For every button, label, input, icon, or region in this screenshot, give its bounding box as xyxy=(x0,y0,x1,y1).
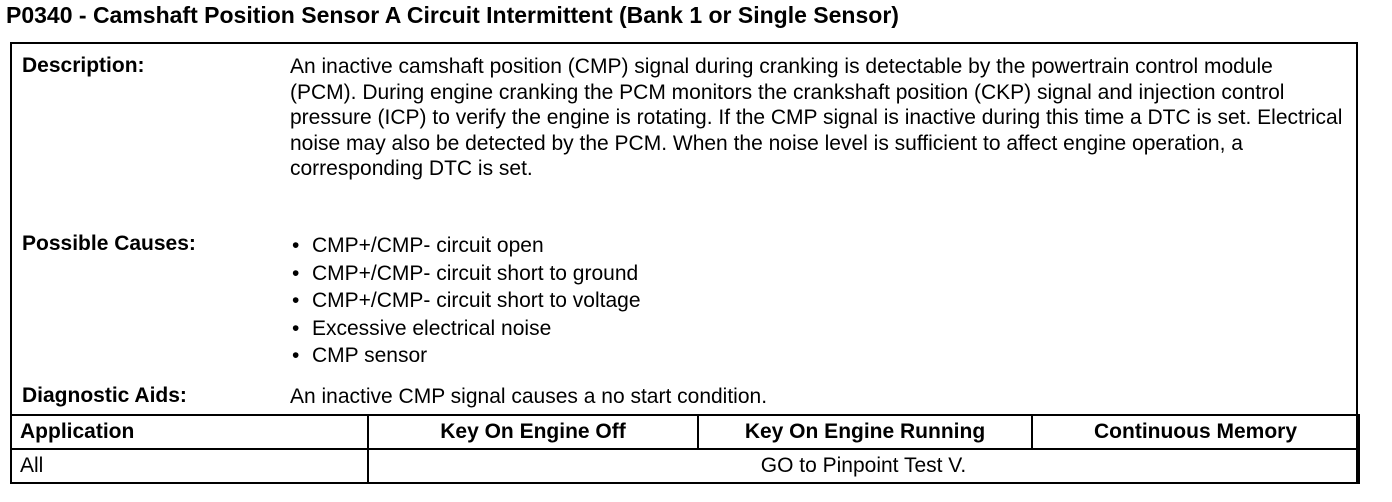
possible-causes-list xyxy=(290,232,1344,370)
cause-item: • CMP sensor xyxy=(290,342,1344,370)
page-title: P0340 - Camshaft Position Sensor A Circuit Intermittent (Bank 1 or Single Sensor) xyxy=(6,2,899,28)
test-table xyxy=(10,414,1360,484)
cause-item: • CMP+/CMP- circuit open xyxy=(290,232,1344,260)
table-row xyxy=(11,449,1359,483)
application-cell: All xyxy=(11,449,368,483)
header-key-on-engine-off: Key On Engine Off xyxy=(368,415,698,449)
table-header-row xyxy=(11,415,1359,449)
header-key-on-engine-running: Key On Engine Running xyxy=(698,415,1032,449)
header-application: Application xyxy=(11,415,368,449)
cause-item: • CMP+/CMP- circuit short to ground xyxy=(290,260,1344,288)
description-label: Description: xyxy=(22,54,145,77)
header-continuous-memory: Continuous Memory xyxy=(1032,415,1359,449)
possible-causes-label: Possible Causes: xyxy=(22,232,196,255)
diagnostic-aids-text: An inactive CMP signal causes a no start condition. xyxy=(290,385,768,408)
cause-item: • Excessive electrical noise xyxy=(290,315,1344,343)
description-text: An inactive camshaft position (CMP) signal during cranking is detectable by the powertrain control module (PCM). During engine cranking the PCM monitors the crankshaft position (CKP) signal and injection control pressure (ICP) to verify the engine is rotating. If the CMP signal is inactive during this time a DTC is set. Electrical noise may also be detected by the PCM. When the noise level is sufficient to affect engine operation, a corresponding DTC is set. xyxy=(290,55,1343,181)
cause-item: • CMP+/CMP- circuit short to voltage xyxy=(290,287,1344,315)
diagnostic-aids-label: Diagnostic Aids: xyxy=(22,384,187,407)
action-cell: GO to Pinpoint Test V. xyxy=(368,449,1359,483)
